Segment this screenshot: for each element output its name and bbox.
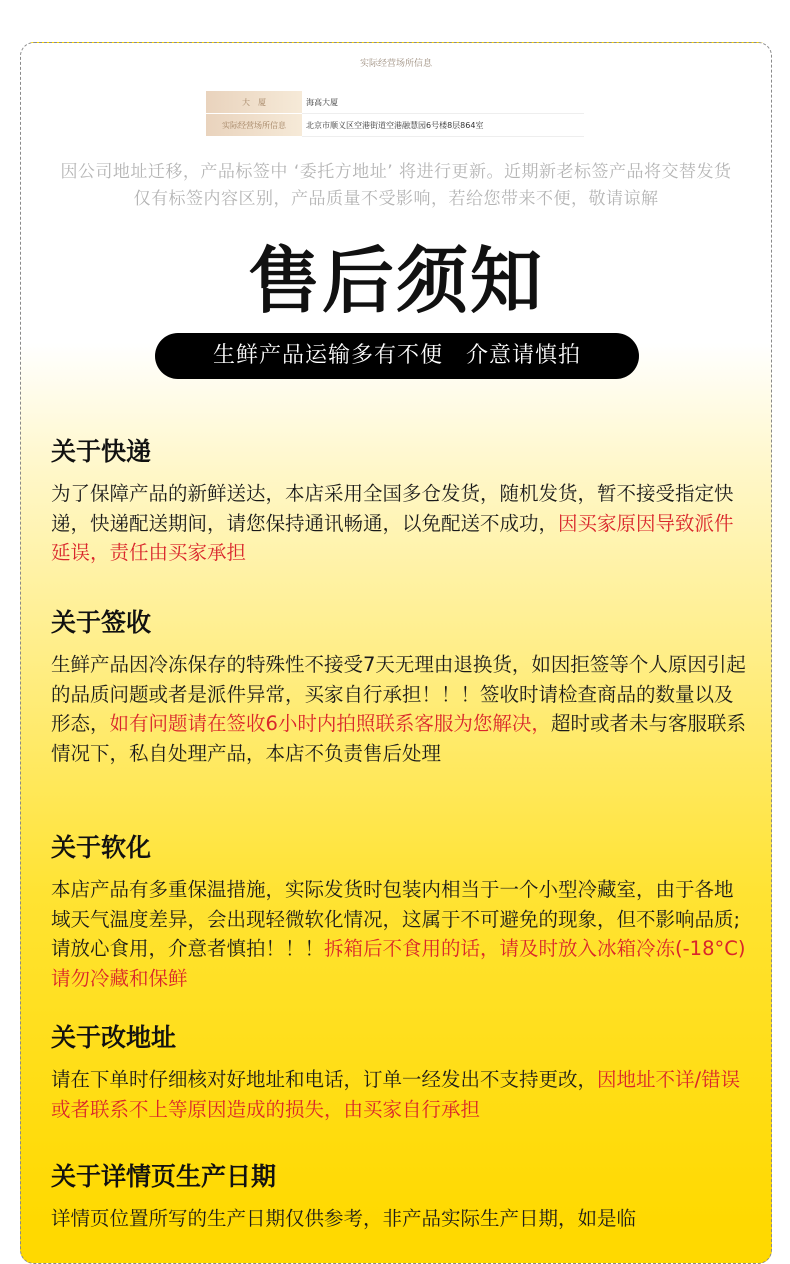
business-info-title: 实际经营场所信息 — [359, 59, 432, 69]
body-highlight: 因地址不详/错误或者联系不上等原因造成的损失，由买家自行承担 — [51, 1068, 741, 1121]
section-body — [51, 1204, 751, 1234]
section-signing — [51, 606, 751, 768]
section-title: 关于改地址 — [51, 1023, 177, 1052]
body-text: 详情页位置所写的生产日期仅供参考，非产品实际生产日期，如是临 — [51, 1207, 637, 1230]
body-tail: 超时或者未与客服联系情况下，私自处理产品，本店不负责售后处理 — [51, 712, 746, 765]
section-body — [51, 650, 751, 768]
info-value: 北京市顺义区空港街道空港融慧园6号楼8层864室 — [302, 114, 584, 137]
address-change-notice-line2: 仅有标签内容区别，产品质量不受影响，若给您带来不便，敬请谅解 — [133, 189, 659, 209]
address-change-notice-line1: 因公司地址迁移，产品标签中 ‘委托方地址’ 将进行更新。近期新老标签产品将交替发货 — [60, 162, 732, 182]
page-title: 售后须知 — [247, 239, 544, 323]
body-text: 本店产品有多重保温措施，实际发货时包装内相当于一个小型冷藏室，由于各地域天气温度差异，会出现轻微软化情况，这属于不可避免的现象，但不影响品质;请放心食用，介意者慎拍！！！ — [51, 878, 741, 960]
section-production-date — [51, 1160, 751, 1234]
info-value: 海高大厦 — [302, 91, 584, 114]
table-row — [206, 91, 584, 114]
section-body — [51, 1065, 751, 1124]
body-text: 为了保障产品的新鲜送达，本店采用全国多仓发货，随机发货，暂不接受指定快递，快递配送期间，请您保持通讯畅通，以免配送不成功， — [51, 482, 734, 535]
shipping-warning-banner: 生鲜产品运输多有不便 介意请慎拍 — [155, 333, 639, 379]
section-express — [51, 435, 751, 568]
table-row — [206, 114, 584, 137]
section-body — [51, 479, 751, 568]
body-text: 生鲜产品因冷冻保存的特殊性不接受7天无理由退换货，如因拒签等个人原因引起的品质问题或者是派件异常，买家自行承担！！！签收时请检查商品的数量以及形态， — [51, 653, 746, 735]
section-softening — [51, 831, 751, 993]
notice-card — [20, 42, 772, 1264]
section-address-change — [51, 1021, 751, 1124]
section-body — [51, 875, 751, 993]
body-text: 请在下单时仔细核对好地址和电话，订单一经发出不支持更改， — [51, 1068, 598, 1091]
body-highlight: 如有问题请在签收6小时内拍照联系客服为您解决， — [109, 712, 551, 735]
info-key: 大 厦 — [206, 91, 302, 114]
body-highlight: 拆箱后不食用的话，请及时放入冰箱冷冻(-18°C)请勿冷藏和保鲜 — [51, 937, 746, 990]
section-title: 关于快递 — [51, 437, 152, 466]
info-key: 实际经营场所信息 — [206, 114, 302, 137]
body-highlight: 因买家原因导致派件延误，责任由买家承担 — [51, 511, 734, 564]
section-title: 关于签收 — [51, 608, 152, 637]
business-info-table — [206, 91, 584, 137]
section-title: 关于软化 — [51, 833, 152, 862]
section-title: 关于详情页生产日期 — [51, 1162, 277, 1191]
